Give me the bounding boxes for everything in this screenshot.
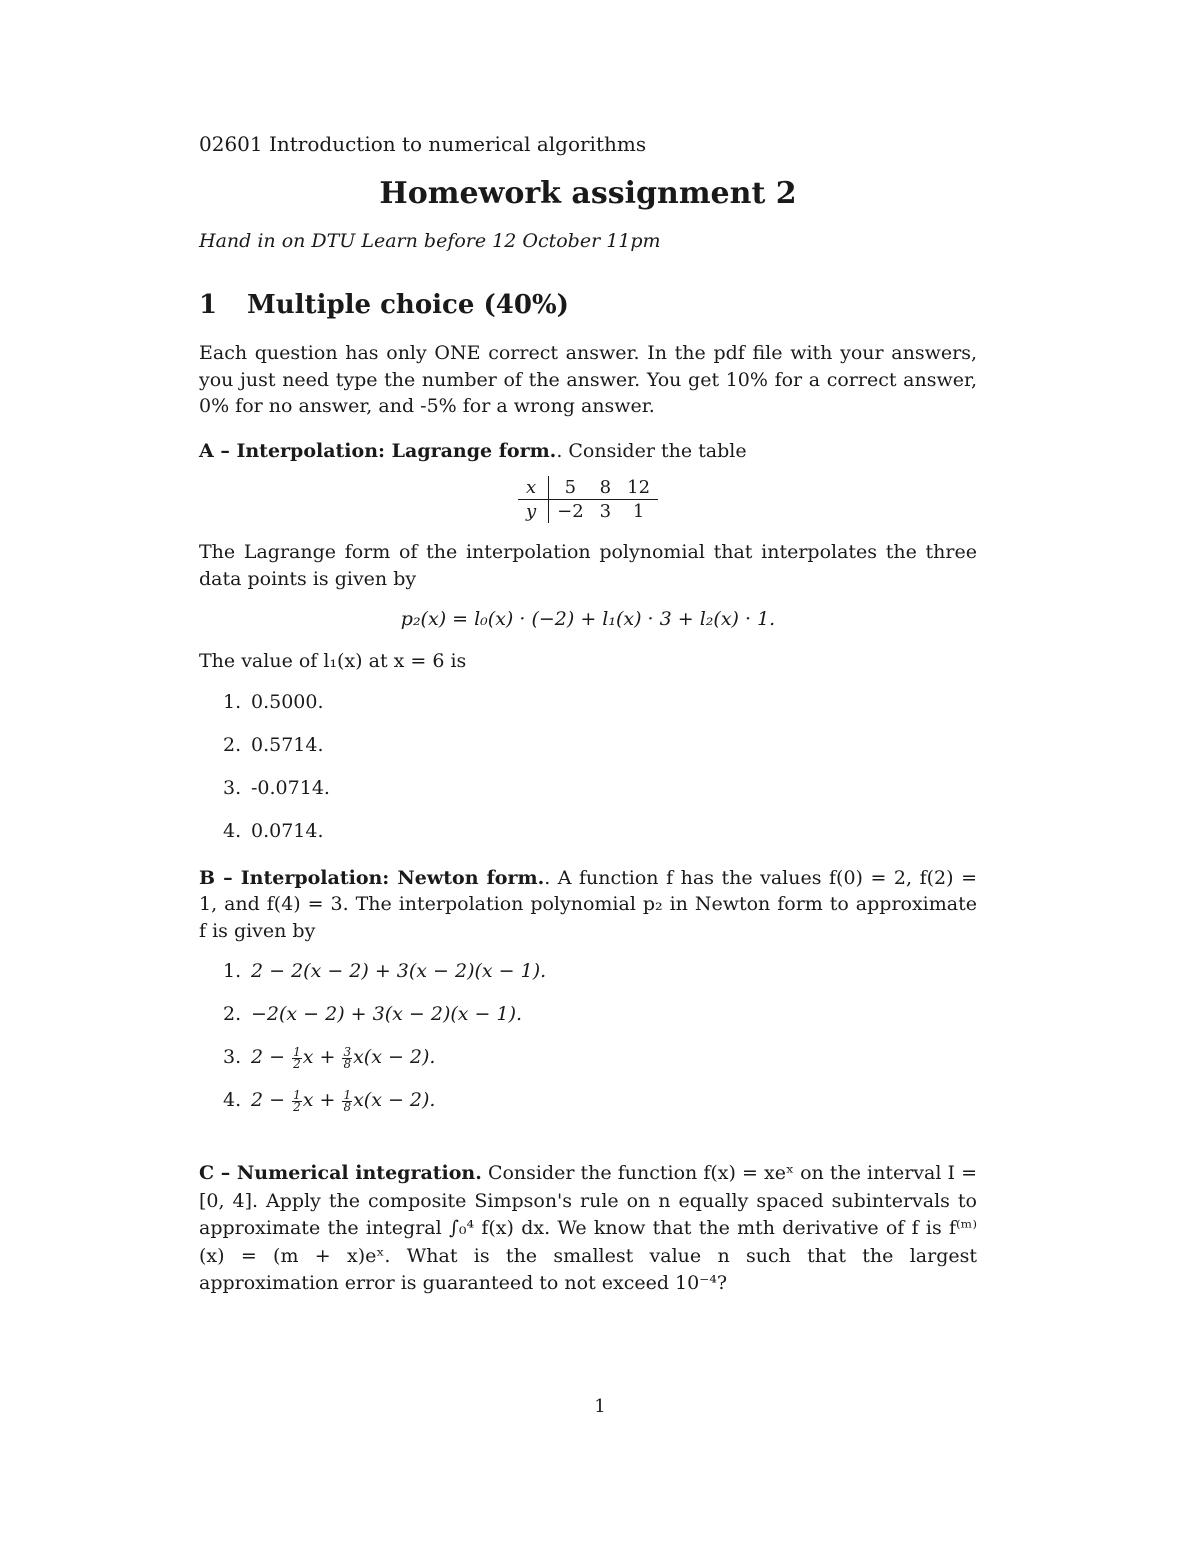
table-cell: 8 bbox=[592, 476, 619, 500]
option-item: 4. 2 − $\frac{1}{2}$ x + $\frac{1}{8}$ x(x − 2). bbox=[223, 1087, 436, 1114]
question-b-options bbox=[199, 958, 977, 1130]
fraction: $\frac{1}{8}$ bbox=[343, 1087, 352, 1114]
question-b-heading: B – Interpolation: Newton form. bbox=[199, 866, 545, 889]
option-item: 1. 2 − 2(x − 2) + 3(x − 2)(x − 1). bbox=[223, 960, 547, 982]
document-page bbox=[199, 120, 977, 1298]
table-cell: 5 bbox=[549, 476, 592, 500]
question-a-options bbox=[199, 689, 977, 861]
option-text: 0.5714. bbox=[251, 733, 324, 756]
option-text: −2(x − 2) + 3(x − 2)(x − 1). bbox=[251, 1003, 523, 1025]
question-b-body bbox=[199, 865, 977, 945]
question-a-lead bbox=[199, 438, 977, 465]
page-number: 1 bbox=[594, 1396, 606, 1417]
due-date: Hand in on DTU Learn before 12 October 11pm bbox=[199, 230, 661, 252]
question-a-text: The Lagrange form of the interpolation polynomial that interpolates the three data points is given by bbox=[199, 541, 977, 590]
section-intro: Each question has only ONE correct answer. In the pdf file with your answers, you just need type the number of the answer. You get 10% for a correct answer, 0% for no answer, and -5% for a wrong answer. bbox=[199, 342, 977, 417]
option-text: -0.0714. bbox=[251, 776, 330, 799]
question-a-prompt: The value of l₁(x) at x = 6 is bbox=[199, 650, 467, 672]
option-item: 2. −2(x − 2) + 3(x − 2)(x − 1). bbox=[223, 1003, 523, 1025]
table-cell: 1 bbox=[632, 501, 645, 522]
assignment-title: Homework assignment 2 bbox=[379, 176, 797, 211]
question-a-lead-text: . Consider the table bbox=[556, 439, 747, 462]
question-a-heading: A – Interpolation: Lagrange form. bbox=[199, 439, 557, 462]
fraction: $\frac{1}{2}$ bbox=[293, 1087, 301, 1114]
table-x-label: x bbox=[518, 476, 549, 500]
question-b-text: . A function f has the values f(0) = 2, f(2) = 1, and f(4) = 3. The interpolation polynomial p₂ in Newton form to approximate f is given by bbox=[199, 866, 977, 942]
fraction: $\frac{3}{8}$ bbox=[343, 1044, 352, 1071]
table-y-label: y bbox=[518, 500, 549, 524]
question-c-body bbox=[199, 1160, 977, 1298]
option-text: 2 − $\frac{1}{2}$ x + $\frac{1}{8}$ x(x − 2). bbox=[251, 1087, 436, 1114]
option-item: 3. 2 − $\frac{1}{2}$ x + $\frac{3}{8}$ x(x − 2). bbox=[223, 1044, 436, 1071]
option-item: 4. 0.0714. bbox=[223, 819, 324, 842]
option-text: 2 − $\frac{1}{2}$ x + $\frac{3}{8}$ x(x − 2). bbox=[251, 1044, 436, 1071]
question-c-text: Consider the function f(x) = xeˣ on the interval I = [0, 4]. Apply the composite Simpson's rule on n equally spaced subintervals to approximate the integral ∫₀⁴ f(x) dx. We know that the mth derivative of f is f⁽ᵐ⁾(x) = (m + x)eˣ. What is the smallest value n such that the largest approximation error is guaranteed to not exceed 10⁻⁴? bbox=[199, 1162, 977, 1294]
option-text: 0.0714. bbox=[251, 819, 324, 842]
section-number: 1 bbox=[199, 290, 218, 320]
table-cell: 12 bbox=[619, 476, 658, 500]
section-title: Multiple choice (40%) bbox=[247, 290, 569, 320]
fraction: $\frac{1}{2}$ bbox=[293, 1044, 301, 1071]
table-cell: −2 bbox=[557, 501, 584, 522]
table-cell: 3 bbox=[599, 501, 612, 522]
section-heading bbox=[199, 290, 977, 326]
course-name: 02601 Introduction to numerical algorithms bbox=[199, 132, 647, 156]
option-item: 2. 0.5714. bbox=[223, 733, 324, 756]
data-table bbox=[518, 476, 658, 523]
option-text: 0.5000. bbox=[251, 690, 324, 713]
lagrange-equation: p₂(x) = l₀(x) · (−2) + l₁(x) · 3 + l₂(x) · 1. bbox=[400, 608, 776, 630]
option-item: 3. -0.0714. bbox=[223, 776, 330, 799]
option-text: 2 − 2(x − 2) + 3(x − 2)(x − 1). bbox=[251, 960, 547, 982]
option-item: 1. 0.5000. bbox=[223, 690, 324, 713]
question-c-heading: C – Numerical integration. bbox=[199, 1162, 482, 1184]
